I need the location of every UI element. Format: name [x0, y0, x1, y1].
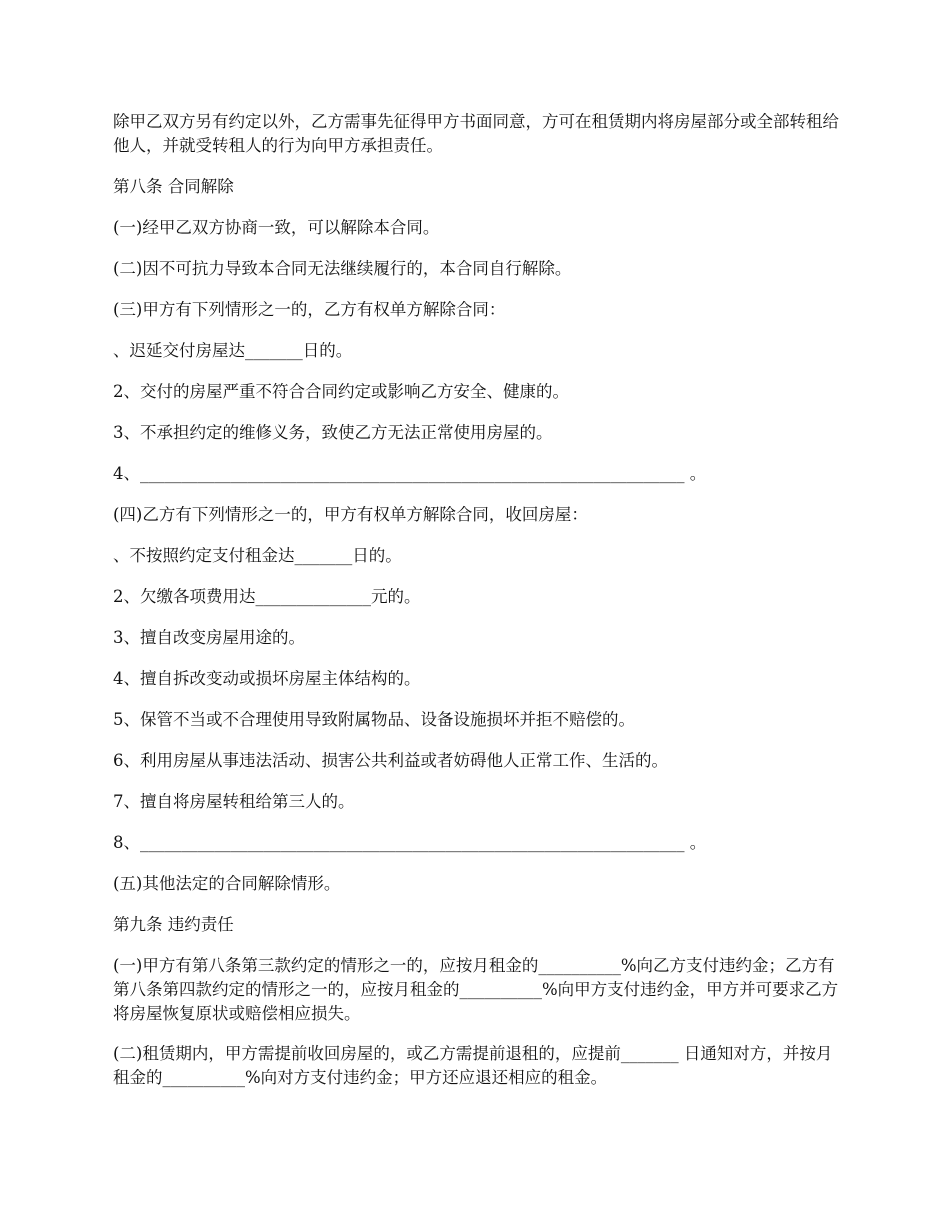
clause-8-4-item-8: 8、__________________________________________________________________ 。 — [113, 832, 707, 852]
clause-8-4-item-5: 5、保管不当或不合理使用导致附属物品、设备设施损坏并拒不赔偿的。 — [113, 709, 635, 729]
clause-8-2: (二)因不可抗力导致本合同无法继续履行的，本合同自行解除。 — [113, 258, 572, 278]
document-page — [113, 110, 843, 1107]
clause-8-4-item-4: 4、擅自拆改变动或损坏房屋主体结构的。 — [113, 668, 421, 688]
clause-8-1: (一)经甲乙双方协商一致，可以解除本合同。 — [113, 217, 440, 237]
clause-8-4-item-7: 7、擅自将房屋转租给第三人的。 — [113, 791, 355, 811]
article-8-heading: 第八条 合同解除 — [113, 176, 234, 196]
clause-8-4: (四)乙方有下列情形之一的，甲方有权单方解除合同，收回房屋： — [113, 504, 588, 524]
clause-8-4-item-1: 、不按照约定支付租金达_______日的。 — [113, 545, 402, 565]
clause-8-4-item-3: 3、擅自改变房屋用途的。 — [113, 627, 305, 647]
clause-8-3-item-3: 3、不承担约定的维修义务，致使乙方无法正常使用房屋的。 — [113, 422, 553, 442]
clause-8-3: (三)甲方有下列情形之一的，乙方有权单方解除合同： — [113, 299, 506, 319]
clause-8-3-item-4: 4、__________________________________________________________________ 。 — [113, 463, 707, 483]
clause-8-5: (五)其他法定的合同解除情形。 — [113, 873, 341, 893]
clause-8-3-item-2: 2、交付的房屋严重不符合合同约定或影响乙方安全、健康的。 — [113, 381, 569, 401]
clause-8-4-item-2: 2、欠缴各项费用达______________元的。 — [113, 586, 421, 606]
clause-8-3-item-1: 、迟延交付房屋达_______日的。 — [113, 340, 353, 360]
clause-8-4-item-6: 6、利用房屋从事违法活动、损害公共利益或者妨碍他人正常工作、生活的。 — [113, 750, 668, 770]
clause-9-1: (一)甲方有第八条第三款约定的情形之一的，应按月租金的__________%向乙方支付违约金；乙方有第八条第四款约定的情形之一的，应按月租金的__________%向甲方支付违约金，甲方并可要求乙方将房屋恢复原状或赔偿相应损失。 — [113, 955, 839, 1023]
clause-9-2: (二)租赁期内，甲方需提前收回房屋的，或乙方需提前退租的，应提前_______ 日通知对方，并按月租金的__________%向对方支付违约金；甲方还应退还相应的租金。 — [113, 1044, 833, 1087]
paragraph-sublease-clause: 除甲乙双方另有约定以外，乙方需事先征得甲方书面同意，方可在租赁期内将房屋部分或全部转租给他人，并就受转租人的行为向甲方承担责任。 — [113, 112, 839, 155]
article-9-heading: 第九条 违约责任 — [113, 914, 234, 934]
